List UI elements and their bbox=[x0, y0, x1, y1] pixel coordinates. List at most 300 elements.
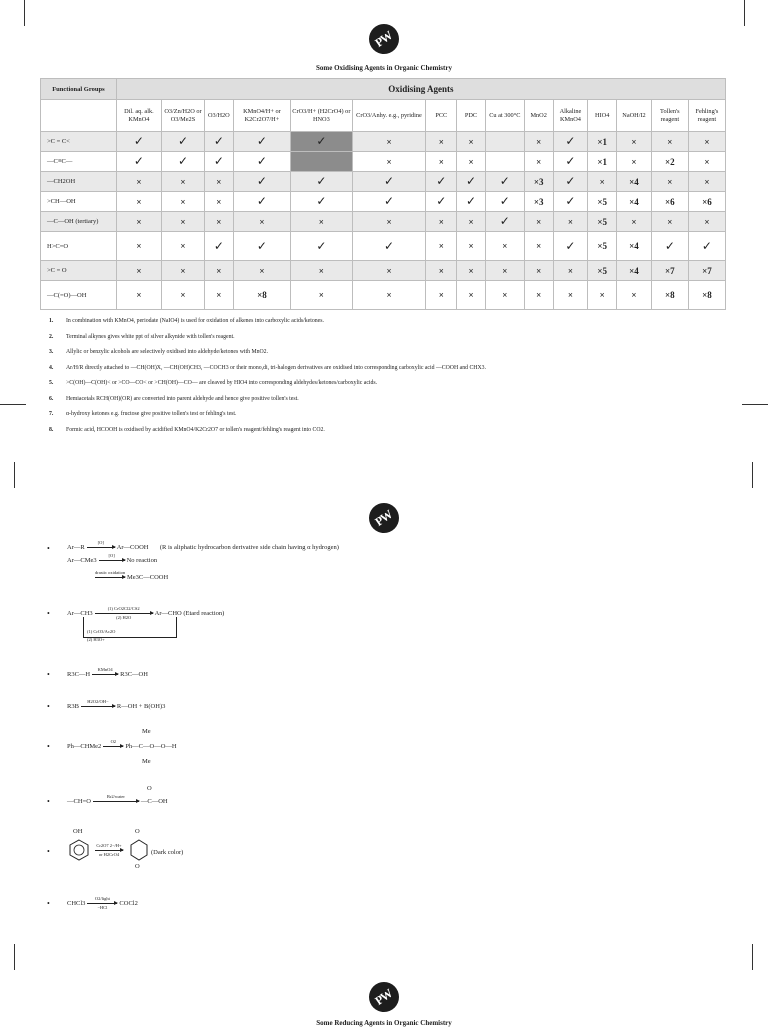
reactivity-cell bbox=[553, 261, 588, 281]
reactivity-cell bbox=[426, 232, 457, 261]
check-mark: ✓ bbox=[565, 194, 576, 208]
reactivity-cell bbox=[205, 152, 234, 172]
reactivity-cell bbox=[233, 212, 290, 232]
crop-mark bbox=[0, 404, 26, 405]
cross-mark: ×1 bbox=[597, 136, 608, 147]
cross-mark: ×5 bbox=[597, 216, 608, 227]
bullet: • bbox=[47, 702, 50, 711]
reactivity-cell bbox=[352, 281, 426, 310]
cross-mark: × bbox=[438, 265, 444, 276]
functional-groups-header: Functional Groups bbox=[41, 79, 117, 100]
reactivity-cell bbox=[233, 232, 290, 261]
reactivity-cell bbox=[352, 192, 426, 212]
reactivity-cell bbox=[485, 152, 524, 172]
reactivity-cell bbox=[553, 192, 588, 212]
phenol-oh: OH bbox=[73, 828, 83, 835]
crop-mark bbox=[24, 0, 25, 26]
reactivity-cell bbox=[553, 281, 588, 310]
check-mark: ✓ bbox=[465, 174, 477, 188]
cross-mark: × bbox=[468, 136, 474, 147]
cross-mark: × bbox=[216, 290, 222, 300]
cross-mark: ×5 bbox=[597, 241, 608, 251]
bullet: • bbox=[47, 742, 50, 751]
reactivity-cell bbox=[233, 172, 290, 192]
reactivity-cell bbox=[457, 152, 486, 172]
cross-mark: ×8 bbox=[257, 290, 267, 300]
reactivity-cell bbox=[233, 152, 290, 172]
reactivity-cell bbox=[651, 132, 688, 152]
table-row bbox=[41, 132, 726, 152]
reactivity-cell bbox=[116, 172, 161, 192]
reactivity-cell bbox=[688, 152, 725, 172]
page-title: Some Oxidising Agents in Organic Chemistry bbox=[316, 64, 452, 72]
check-mark: ✓ bbox=[133, 134, 144, 148]
reactivity-cell bbox=[426, 281, 457, 310]
crop-mark bbox=[744, 0, 745, 26]
agent-header: Tollen's reagent bbox=[651, 100, 688, 132]
check-mark: ✓ bbox=[383, 174, 395, 188]
cross-mark: × bbox=[180, 290, 186, 300]
reactivity-cell bbox=[233, 281, 290, 310]
cumene-me-top: Me bbox=[142, 728, 151, 735]
check-mark: ✓ bbox=[213, 154, 224, 168]
reactivity-cell bbox=[617, 152, 652, 172]
reactivity-cell bbox=[688, 132, 725, 152]
check-mark: ✓ bbox=[664, 238, 675, 253]
cross-mark: × bbox=[438, 290, 444, 300]
cross-mark: × bbox=[216, 176, 222, 187]
reactivity-cell bbox=[233, 132, 290, 152]
check-mark: ✓ bbox=[256, 174, 267, 188]
cumene-me-bottom: Me bbox=[142, 758, 151, 765]
reactivity-cell bbox=[457, 281, 486, 310]
check-mark: ✓ bbox=[316, 134, 327, 148]
reactivity-cell bbox=[524, 281, 553, 310]
reactivity-cell bbox=[457, 261, 486, 281]
reaction-chloroform: CHCl3 O2/light −HCl COCl2 bbox=[67, 896, 138, 911]
reactivity-cell bbox=[553, 152, 588, 172]
footnote: 1. In combination with KMnO4, periodate (NaIO4) is used for oxidation of alkenes into carboxylic acids/ketones. bbox=[49, 318, 324, 324]
check-mark: ✓ bbox=[256, 134, 267, 148]
check-mark: ✓ bbox=[316, 194, 327, 208]
cross-mark: × bbox=[567, 290, 573, 300]
agent-header: PCC bbox=[426, 100, 457, 132]
reactivity-cell bbox=[352, 172, 426, 192]
cross-mark: × bbox=[704, 176, 710, 187]
cross-mark: × bbox=[502, 290, 508, 300]
cross-mark: × bbox=[536, 290, 542, 300]
cross-mark: × bbox=[136, 176, 142, 187]
cross-mark: × bbox=[180, 241, 186, 251]
reactivity-cell bbox=[205, 132, 234, 152]
crop-mark bbox=[742, 404, 768, 405]
reactivity-cell bbox=[457, 212, 486, 232]
cross-mark: ×1 bbox=[597, 156, 608, 167]
reactivity-cell bbox=[485, 212, 524, 232]
cross-mark: × bbox=[386, 156, 392, 167]
reactivity-cell bbox=[205, 192, 234, 212]
reactivity-cell bbox=[291, 212, 353, 232]
reactivity-cell bbox=[617, 281, 652, 310]
reactivity-cell bbox=[116, 261, 161, 281]
cross-mark: × bbox=[216, 265, 222, 276]
cross-mark: × bbox=[599, 290, 605, 300]
reactivity-cell bbox=[426, 172, 457, 192]
reactivity-cell bbox=[524, 152, 553, 172]
cross-mark: × bbox=[180, 176, 186, 187]
reactivity-cell bbox=[457, 192, 486, 212]
reactivity-cell bbox=[291, 232, 353, 261]
pw-logo: PW bbox=[369, 982, 399, 1012]
reactivity-cell bbox=[426, 261, 457, 281]
functional-group-cell: H>C=O bbox=[41, 232, 117, 261]
cross-mark: × bbox=[136, 196, 142, 207]
reaction-bromine-water: —CH=O Br2/water —C—OH bbox=[67, 794, 168, 805]
functional-group-cell: >CH—OH bbox=[41, 192, 117, 212]
reactivity-cell bbox=[651, 232, 688, 261]
reactivity-cell bbox=[485, 232, 524, 261]
reactivity-cell bbox=[553, 132, 588, 152]
cross-mark: × bbox=[386, 136, 392, 147]
cross-mark: × bbox=[502, 241, 508, 251]
reactivity-cell bbox=[426, 212, 457, 232]
reactivity-cell bbox=[205, 281, 234, 310]
cross-mark: × bbox=[438, 241, 444, 251]
cross-mark: ×4 bbox=[629, 176, 639, 187]
reactivity-cell bbox=[352, 152, 426, 172]
reactivity-cell bbox=[651, 281, 688, 310]
reactivity-cell bbox=[352, 132, 426, 152]
cross-mark: × bbox=[631, 216, 637, 227]
reactivity-cell bbox=[161, 212, 204, 232]
check-mark: ✓ bbox=[316, 174, 327, 188]
reactivity-cell bbox=[426, 132, 457, 152]
reactivity-cell bbox=[161, 232, 204, 261]
reactivity-cell bbox=[553, 212, 588, 232]
reactivity-cell bbox=[161, 192, 204, 212]
cross-mark: × bbox=[468, 265, 474, 276]
agent-header: Alkaline KMnO4 bbox=[553, 100, 588, 132]
check-mark: ✓ bbox=[316, 238, 327, 253]
check-mark: ✓ bbox=[383, 194, 395, 208]
cross-mark: × bbox=[259, 216, 265, 227]
reactivity-cell bbox=[588, 261, 617, 281]
reactivity-cell bbox=[233, 261, 290, 281]
reactivity-cell bbox=[205, 232, 234, 261]
pw-logo: PW bbox=[369, 503, 399, 533]
check-mark: ✓ bbox=[213, 238, 224, 253]
reactivity-cell bbox=[291, 132, 353, 152]
etard-alt-bracket bbox=[83, 617, 177, 638]
cross-mark: × bbox=[536, 265, 542, 276]
reactivity-cell bbox=[688, 232, 725, 261]
reactivity-cell bbox=[161, 172, 204, 192]
reactivity-cell bbox=[205, 212, 234, 232]
reactivity-cell bbox=[485, 261, 524, 281]
cross-mark: ×8 bbox=[665, 290, 675, 300]
table-row bbox=[41, 152, 726, 172]
agent-header: HIO4 bbox=[588, 100, 617, 132]
agent-header: CrO3/Anhy. e.g., pyridine bbox=[352, 100, 426, 132]
reactivity-cell bbox=[205, 172, 234, 192]
check-mark: ✓ bbox=[701, 238, 712, 253]
reactivity-cell bbox=[485, 132, 524, 152]
cross-mark: × bbox=[667, 136, 673, 147]
reactivity-cell bbox=[524, 132, 553, 152]
functional-group-cell: >C = O bbox=[41, 261, 117, 281]
reactivity-cell bbox=[116, 132, 161, 152]
oxidising-agents-table bbox=[40, 78, 726, 310]
check-mark: ✓ bbox=[213, 134, 224, 148]
agent-header: PDC bbox=[457, 100, 486, 132]
check-mark: ✓ bbox=[256, 238, 267, 253]
reaction-list bbox=[67, 540, 747, 920]
agent-header: KMnO4/H+ or K2Cr2O7/H+ bbox=[233, 100, 290, 132]
cross-mark: × bbox=[536, 241, 542, 251]
reactivity-cell bbox=[588, 192, 617, 212]
reactivity-cell bbox=[588, 281, 617, 310]
reactivity-cell bbox=[617, 172, 652, 192]
agent-header: Fehling's reagent bbox=[688, 100, 725, 132]
table-row bbox=[41, 261, 726, 281]
reactivity-cell bbox=[291, 152, 353, 172]
cross-mark: × bbox=[704, 156, 710, 167]
reactivity-cell bbox=[651, 172, 688, 192]
cross-mark: × bbox=[631, 136, 637, 147]
reactivity-cell bbox=[553, 172, 588, 192]
cross-mark: × bbox=[468, 290, 474, 300]
check-mark: ✓ bbox=[383, 238, 395, 253]
reactivity-cell bbox=[651, 152, 688, 172]
cross-mark: × bbox=[536, 216, 542, 227]
reactivity-cell bbox=[617, 212, 652, 232]
cross-mark: × bbox=[318, 216, 324, 227]
check-mark: ✓ bbox=[565, 238, 576, 253]
reaction-side-chain-oxidation: Ar—R [O] Ar—COOH (R is aliphatic hydrocarbon derivative side chain having α hydrogen) bbox=[67, 540, 339, 551]
reactivity-cell bbox=[485, 172, 524, 192]
table-row bbox=[41, 172, 726, 192]
agent-header: NaOH/I2 bbox=[617, 100, 652, 132]
cross-mark: ×4 bbox=[629, 241, 639, 251]
reactivity-cell bbox=[457, 172, 486, 192]
reactivity-cell bbox=[352, 232, 426, 261]
reactivity-cell bbox=[617, 232, 652, 261]
cross-mark: × bbox=[438, 216, 444, 227]
cross-mark: ×7 bbox=[665, 265, 675, 276]
reaction-drastic-oxidation: drastic oxidation Me3C—COOH bbox=[95, 570, 169, 581]
dark-color-note: (Dark color) bbox=[151, 849, 184, 856]
cross-mark: × bbox=[704, 136, 710, 147]
reactivity-cell bbox=[352, 261, 426, 281]
reactivity-cell bbox=[617, 261, 652, 281]
reactivity-cell bbox=[291, 172, 353, 192]
reactivity-cell bbox=[651, 261, 688, 281]
reactivity-cell bbox=[161, 152, 204, 172]
cross-mark: × bbox=[667, 176, 673, 187]
reactivity-cell bbox=[233, 192, 290, 212]
cross-mark: × bbox=[599, 176, 605, 187]
reactivity-cell bbox=[161, 132, 204, 152]
check-mark: ✓ bbox=[133, 154, 144, 168]
reaction-hydroboration: R3B H2O2/OH− R—OH + B(OH)3 bbox=[67, 699, 166, 710]
reactivity-cell bbox=[291, 192, 353, 212]
cross-mark: × bbox=[438, 156, 444, 167]
check-mark: ✓ bbox=[499, 194, 510, 208]
check-mark: ✓ bbox=[499, 214, 510, 228]
reactivity-cell bbox=[524, 232, 553, 261]
reactivity-cell bbox=[291, 261, 353, 281]
bullet: • bbox=[47, 847, 50, 856]
cross-mark: × bbox=[180, 196, 186, 207]
cross-mark: × bbox=[502, 265, 508, 276]
check-mark: ✓ bbox=[499, 174, 510, 188]
reactivity-cell bbox=[116, 212, 161, 232]
cross-mark: × bbox=[136, 265, 142, 276]
pw-logo: PW bbox=[369, 24, 399, 54]
cross-mark: × bbox=[318, 290, 324, 300]
quinone-o-top: O bbox=[135, 828, 140, 835]
agent-header: O3/H2O bbox=[205, 100, 234, 132]
cross-mark: × bbox=[567, 265, 573, 276]
reaction-etard: Ar—CH3 (1) CrO2Cl2/CS2 (2) H2O Ar—CHO (Etard reaction) bbox=[67, 606, 225, 621]
cross-mark: × bbox=[667, 216, 673, 227]
cross-mark: × bbox=[136, 290, 142, 300]
reactivity-cell bbox=[688, 172, 725, 192]
crop-mark bbox=[14, 462, 15, 488]
functional-group-cell: >C = C< bbox=[41, 132, 117, 152]
cross-mark: × bbox=[216, 216, 222, 227]
reactivity-cell bbox=[651, 212, 688, 232]
reactivity-cell bbox=[485, 281, 524, 310]
cross-mark: ×3 bbox=[533, 176, 544, 187]
crop-mark bbox=[752, 462, 753, 488]
cross-mark: × bbox=[259, 265, 265, 276]
reactivity-cell bbox=[426, 152, 457, 172]
cross-mark: × bbox=[567, 216, 573, 227]
reactivity-cell bbox=[617, 132, 652, 152]
reactivity-cell bbox=[524, 172, 553, 192]
agent-header: MnO2 bbox=[524, 100, 553, 132]
check-mark: ✓ bbox=[565, 154, 576, 168]
cross-mark: ×3 bbox=[533, 196, 544, 207]
reactivity-cell bbox=[116, 192, 161, 212]
cross-mark: × bbox=[536, 136, 542, 147]
reaction-cumene: Ph—CHMe2 O2 Ph—C—O—O—H bbox=[67, 739, 177, 750]
reaction-tert-butyl: Ar—CMe3 [O] No reaction bbox=[67, 553, 158, 564]
reactivity-cell bbox=[116, 281, 161, 310]
footnote: 8. Formic acid, HCOOH is oxidised by acidified KMnO4/K2Cr2O7 or tollen's reagent/fehling's reagent into CO2. bbox=[49, 426, 325, 433]
cross-mark: × bbox=[438, 136, 444, 147]
cross-mark: × bbox=[136, 216, 142, 227]
agent-header: Dil. aq. alk. KMnO4 bbox=[116, 100, 161, 132]
cross-mark: ×5 bbox=[597, 196, 608, 207]
cross-mark: × bbox=[631, 156, 637, 167]
check-mark: ✓ bbox=[256, 154, 267, 168]
cross-mark: ×8 bbox=[702, 290, 712, 300]
reactivity-cell bbox=[426, 192, 457, 212]
reaction-kmno4: R3C—H KMnO4 R3C—OH bbox=[67, 667, 148, 678]
reactivity-cell bbox=[524, 192, 553, 212]
footnote: 2. Terminal alkynes gives white ppt of silver alkynide with tollen's reagent. bbox=[49, 333, 235, 340]
reactivity-cell bbox=[617, 192, 652, 212]
reactivity-cell bbox=[651, 192, 688, 212]
oxidising-agents-header: Oxidising Agents bbox=[116, 79, 725, 100]
page-title-bottom: Some Reducing Agents in Organic Chemistry bbox=[316, 1019, 452, 1027]
cross-mark: × bbox=[386, 265, 392, 276]
agent-header: O3/Zn/H2O or O3/Me2S bbox=[161, 100, 204, 132]
blank-header bbox=[41, 100, 117, 132]
reactivity-cell bbox=[352, 212, 426, 232]
cross-mark: × bbox=[468, 156, 474, 167]
bullet: • bbox=[47, 899, 50, 908]
reaction-etard-alt: (1) CrO3/Ac2O (2) H3O+ bbox=[87, 629, 116, 642]
table-row bbox=[41, 212, 726, 232]
reactivity-cell bbox=[688, 192, 725, 212]
reactivity-cell bbox=[688, 212, 725, 232]
functional-group-cell: —CH2OH bbox=[41, 172, 117, 192]
bullet: • bbox=[47, 797, 50, 806]
cross-mark: × bbox=[318, 265, 324, 276]
reactivity-cell bbox=[553, 232, 588, 261]
carbonyl-oxygen: O bbox=[147, 785, 152, 792]
table-row bbox=[41, 281, 726, 310]
phenol-ring bbox=[67, 838, 91, 862]
crop-mark bbox=[752, 944, 753, 970]
cross-mark: × bbox=[468, 241, 474, 251]
cross-mark: ×7 bbox=[702, 265, 712, 276]
cross-mark: × bbox=[386, 216, 392, 227]
cross-mark: × bbox=[704, 216, 710, 227]
cross-mark: × bbox=[386, 290, 392, 300]
cross-mark: × bbox=[468, 216, 474, 227]
footnote: 3. Allylic or benzylic alcohols are selectively oxidised into aldehyde/ketones with MnO2. bbox=[49, 349, 269, 355]
functional-group-cell: —C≡C— bbox=[41, 152, 117, 172]
reactivity-cell bbox=[688, 281, 725, 310]
check-mark: ✓ bbox=[465, 194, 477, 208]
reactivity-cell bbox=[457, 132, 486, 152]
cross-mark: ×6 bbox=[702, 196, 712, 207]
cross-mark: ×4 bbox=[629, 265, 639, 276]
cross-mark: ×5 bbox=[597, 265, 608, 276]
cross-mark: × bbox=[536, 156, 542, 167]
reactivity-cell bbox=[291, 281, 353, 310]
check-mark: ✓ bbox=[177, 134, 188, 148]
check-mark: ✓ bbox=[565, 134, 576, 148]
reactivity-cell bbox=[688, 261, 725, 281]
reactivity-cell bbox=[588, 232, 617, 261]
check-mark: ✓ bbox=[177, 154, 188, 168]
cross-mark: × bbox=[180, 265, 186, 276]
cross-mark: × bbox=[216, 196, 222, 207]
reactivity-cell bbox=[116, 152, 161, 172]
table-row bbox=[41, 232, 726, 261]
check-mark: ✓ bbox=[565, 174, 576, 188]
functional-group-cell: —C—OH (tertiary) bbox=[41, 212, 117, 232]
cross-mark: ×4 bbox=[629, 196, 639, 207]
crop-mark bbox=[14, 944, 15, 970]
reactivity-cell bbox=[524, 261, 553, 281]
quinone-ring bbox=[129, 838, 149, 862]
cross-mark: ×2 bbox=[665, 156, 675, 167]
bullet: • bbox=[47, 670, 50, 679]
reactivity-cell bbox=[588, 212, 617, 232]
check-mark: ✓ bbox=[436, 174, 447, 188]
check-mark: ✓ bbox=[256, 194, 267, 208]
reactivity-cell bbox=[161, 261, 204, 281]
reactivity-cell bbox=[588, 132, 617, 152]
functional-group-cell: —C(=O)—OH bbox=[41, 281, 117, 310]
bullet: • bbox=[47, 544, 50, 553]
